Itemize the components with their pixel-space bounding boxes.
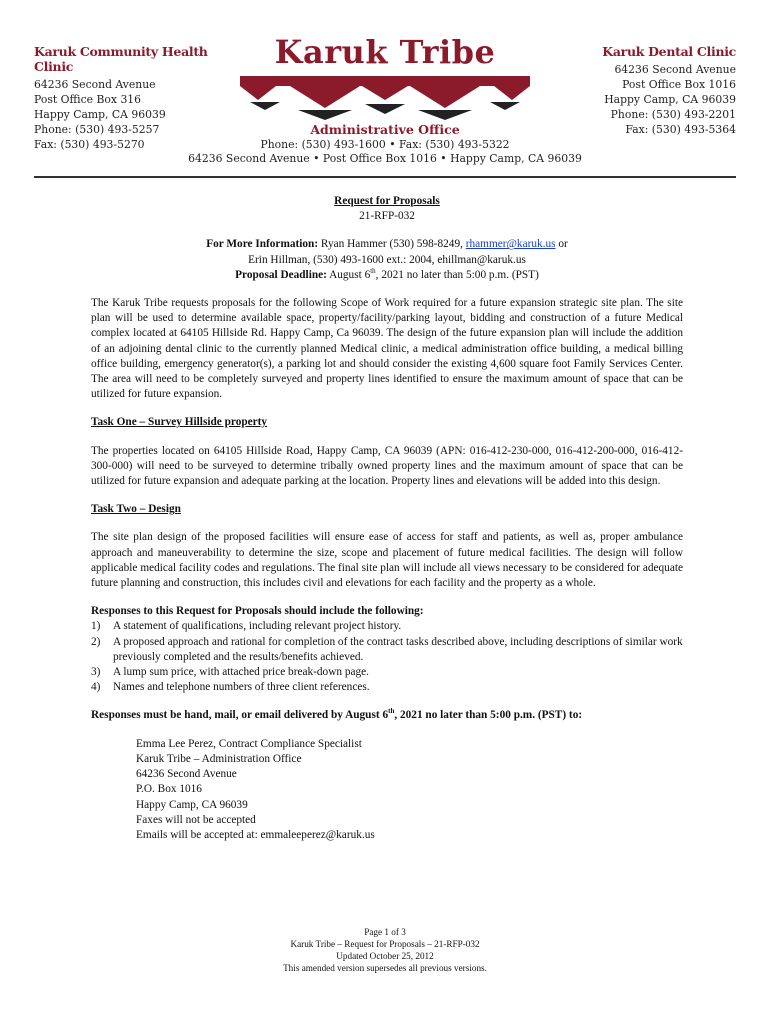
dental-clinic-line: Post Office Box 1016 xyxy=(622,78,736,91)
footer-updated: Updated October 25, 2012 xyxy=(336,951,434,961)
delivery-sup: th xyxy=(388,707,395,716)
health-clinic-line: Fax: (530) 493-5270 xyxy=(34,138,145,151)
tribal-pattern-icon xyxy=(240,76,530,120)
contact-info xyxy=(91,237,683,252)
office-title: Administrative Office xyxy=(310,122,460,137)
list-item xyxy=(91,619,683,634)
list-item-text: Names and telephone numbers of three client references. xyxy=(113,681,370,694)
health-clinic-block xyxy=(34,44,234,152)
delivery-post: , 2021 no later than 5:00 p.m. (PST) to: xyxy=(394,709,583,722)
deadline-post: , 2021 no later than 5:00 p.m. (PST) xyxy=(375,268,539,281)
letterhead xyxy=(0,0,770,180)
list-item-number: 4) xyxy=(91,681,101,694)
list-item xyxy=(91,680,683,695)
document-body xyxy=(91,194,683,843)
tribe-logo-text: Karuk Tribe xyxy=(274,33,496,71)
task-one-body: The properties located on 64105 Hillside Road, Happy Camp, CA 96039 (APN: 016-412-230-000, 016-412-200-000, 016-412-300-000) will need to be surveyed to determine tribally owned property lines and the maximum amount of space that can be utilized for future expansion and adequate parking at the location. Property lines and elevations will be added into this design. xyxy=(91,444,683,488)
contact-info-line-2: Erin Hillman, (530) 493-1600 ext.: 2004, ehillman@karuk.us xyxy=(248,253,526,266)
mailing-address xyxy=(91,737,683,843)
dental-clinic-line: Phone: (530) 493-2201 xyxy=(610,108,736,121)
page-footer xyxy=(185,926,585,974)
deadline-sup: th xyxy=(370,267,376,276)
deadline-label: Proposal Deadline: xyxy=(235,268,327,281)
health-clinic-line: 64236 Second Avenue xyxy=(34,78,156,91)
footer-note: This amended version supersedes all previous versions. xyxy=(283,963,487,973)
delivery-instructions xyxy=(91,708,683,723)
list-item xyxy=(91,665,683,680)
delivery-pre: Responses must be hand, mail, or email delivered by August 6 xyxy=(91,709,389,722)
dental-clinic-line: 64236 Second Avenue xyxy=(614,63,736,76)
info-text: Ryan Hammer (530) 598-8249, xyxy=(318,238,466,251)
list-item xyxy=(91,635,683,665)
dental-clinic-block xyxy=(536,44,736,137)
task-one-heading: Task One – Survey Hillside property xyxy=(91,416,268,429)
office-phone-line: Phone: (530) 493-1600 • Fax: (530) 493-5322 xyxy=(260,138,510,151)
proposal-deadline xyxy=(91,268,683,283)
address-line: P.O. Box 1016 xyxy=(136,783,202,796)
task-two-heading: Task Two – Design xyxy=(91,503,181,516)
dental-clinic-line: Fax: (530) 493-5364 xyxy=(625,123,736,136)
health-clinic-line: Post Office Box 316 xyxy=(34,93,142,106)
info-text-or: or xyxy=(555,238,568,251)
header-divider xyxy=(34,176,736,178)
list-item-text: A statement of qualifications, including relevant project history. xyxy=(113,620,402,633)
responses-heading: Responses to this Request for Proposals should include the following: xyxy=(91,605,424,618)
footer-doc-ref: Karuk Tribe – Request for Proposals – 21-RFP-032 xyxy=(290,939,480,949)
list-item-text: A proposed approach and rational for completion of the contract tasks described above, including descriptions of similar work previously completed and the results/benefits achieved. xyxy=(113,635,683,663)
list-item-number: 3) xyxy=(91,666,101,679)
address-line: Happy Camp, CA 96039 xyxy=(136,798,248,811)
task-two-body: The site plan design of the proposed facilities will ensure ease of access for staff and patients, as well as, proper ambulance approach and maneuverability to determine the size, scope and placement of future medical facilities. The design will follow applicable medical facility codes and regulations. The final site plan will include all views necessary to be considered for adequate future planning and construction, this includes civil and elevations for each facility and the property as a whole. xyxy=(91,531,683,590)
health-clinic-line: Happy Camp, CA 96039 xyxy=(34,108,166,121)
address-line: Karuk Tribe – Administration Office xyxy=(136,752,302,765)
address-line: Faxes will not be accepted xyxy=(136,813,256,826)
list-item-number: 2) xyxy=(91,635,101,648)
office-contact xyxy=(150,138,620,166)
address-line: Emails will be accepted at: emmaleeperez@karuk.us xyxy=(136,828,375,841)
deadline-pre: August 6 xyxy=(326,268,371,281)
list-item-number: 1) xyxy=(91,620,101,633)
responses-list xyxy=(91,619,683,695)
rhammer-email-link[interactable]: rhammer@karuk.us xyxy=(465,238,556,251)
dental-clinic-name: Karuk Dental Clinic xyxy=(602,44,736,59)
list-item-text: A lump sum price, with attached price break-down page. xyxy=(113,666,369,679)
address-line: 64236 Second Avenue xyxy=(136,768,237,781)
document-title: Request for Proposals xyxy=(334,195,440,207)
health-clinic-name: Karuk Community Health Clinic xyxy=(34,44,208,74)
health-clinic-line: Phone: (530) 493-5257 xyxy=(34,123,160,136)
office-address-line: 64236 Second Avenue • Post Office Box 1016 • Happy Camp, CA 96039 xyxy=(188,152,582,165)
info-label: For More Information: xyxy=(206,238,319,251)
dental-clinic-line: Happy Camp, CA 96039 xyxy=(604,93,736,106)
rfp-number: 21-RFP-032 xyxy=(359,210,415,223)
page-number: Page 1 of 3 xyxy=(364,927,406,937)
address-line: Emma Lee Perez, Contract Compliance Specialist xyxy=(136,737,362,750)
intro-paragraph: The Karuk Tribe requests proposals for the following Scope of Work required for a future expansion strategic site plan. The site plan will be used to determine available space, property/facility/parking layout, bidding and construction of a future Medical complex located at 64105 Hillside Rd. Happy Camp, Ca 96039. The design of the future expansion plan will include the addition of an adjoining dental clinic to the currently planned Medical clinic, a medical administration office building, a medical billing office building, emergency generator(s), a parking lot and should consider the existing 4,600 square foot Family Services Center. The area will need to be completely surveyed and property lines identified to ensure the maximum amount of space that can be utilized for future expansion. xyxy=(91,297,683,401)
